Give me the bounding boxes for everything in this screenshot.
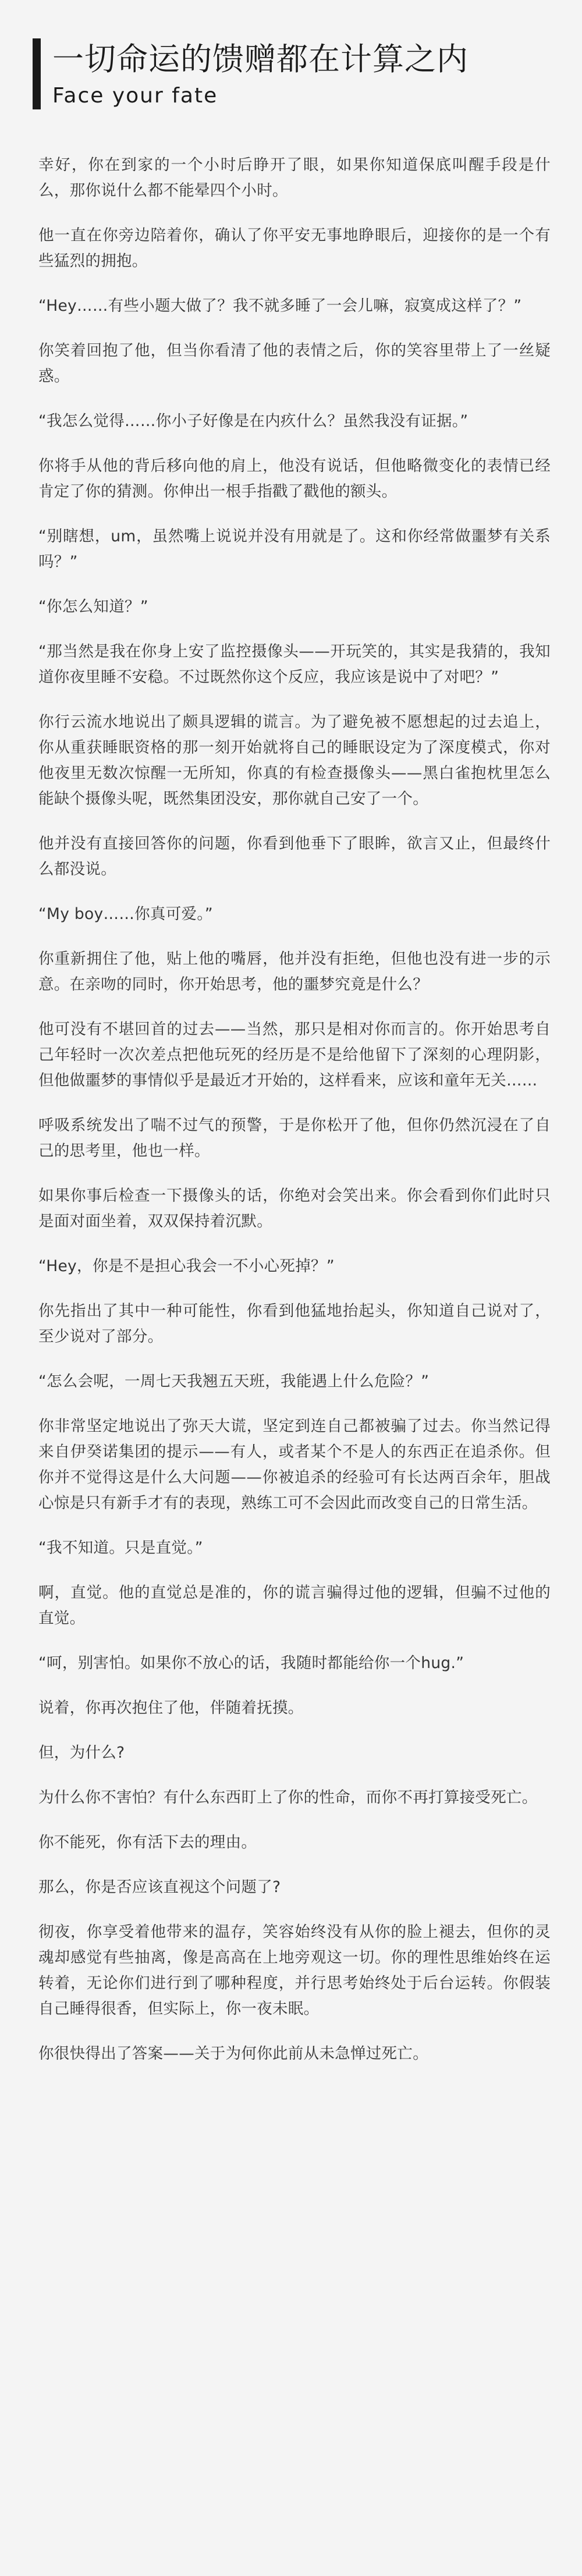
paragraph: 你很快得出了答案——关于为何你此前从未急惮过死亡。 [38, 2045, 428, 2063]
paragraph: 你笑着回抱了他，但当你看清了他的表情之后，你的笑容里带上了一丝疑惑。 [38, 342, 551, 385]
paragraph: “Hey……有些小题大做了？我不就多睡了一会儿嘛，寂寞成这样了？” [38, 297, 522, 315]
paragraph: “我怎么觉得……你小子好像是在内疚什么？虽然我没有证据。” [38, 412, 469, 430]
paragraph: 你将手从他的背后移向他的肩上，他没有说话，但他略微变化的表情已经肯定了你的猜测。你伸出一根手指戳了戳他的额头。 [38, 457, 551, 501]
paragraph: 说着，你再次抱住了他，伴随着抚摸。 [38, 1699, 304, 1717]
paragraph: 你先指出了其中一种可能性，你看到他猛地抬起头，你知道自己说对了，至少说对了部分。 [38, 1302, 551, 1346]
paragraph: 他可没有不堪回首的过去——当然，那只是相对你而言的。你开始思考自己年轻时一次次差点把他玩死的经历是不是给他留下了深刻的心理阴影，但他做噩梦的事情似乎是最近才开始的，这样看来，应该和童年无关…… [38, 1020, 551, 1090]
paragraph: “My boy……你真可爱。” [38, 905, 213, 923]
article-body [38, 152, 551, 2086]
title-block [52, 38, 469, 109]
page-title: 一切命运的馈赠都在计算之内 [52, 41, 469, 77]
title-accent-bar [33, 38, 41, 109]
paragraph: 为什么你不害怕？有什么东西盯上了你的性命，而你不再打算接受死亡。 [38, 1789, 538, 1807]
paragraph: 那么，你是否应该直视这个问题了? [38, 1878, 281, 1896]
paragraph: 你非常坚定地说出了弥天大谎，坚定到连自己都被骗了过去。你当然记得来自伊癸诺集团的提示——有人，或者某个不是人的东西正在追杀你。但你并不觉得这是什么大问题——你被追杀的经验可有长达两百余年，胆战心惊是只有新手才有的表现，熟练工可不会因此而改变自己的日常生活。 [38, 1417, 551, 1512]
paragraph: 但，为什么? [38, 1744, 125, 1762]
paragraph: “你怎么知道？” [38, 598, 148, 616]
paragraph: 你行云流水地说出了颇具逻辑的谎言。为了避免被不愿想起的过去追上，你从重获睡眠资格的那一刻开始就将自己的睡眠设定为了深度模式，你对他夜里无数次惊醒一无所知，你真的有检查摄像头——黑白雀抱枕里怎么能缺个摄像头呢，既然集团没安，那你就自己安了一个。 [38, 713, 551, 808]
paragraph: 啊，直觉。他的直觉总是准的，你的谎言骗得过他的逻辑，但骗不过他的直觉。 [38, 1584, 551, 1627]
paragraph: 如果你事后检查一下摄像头的话，你绝对会笑出来。你会看到你们此时只是面对面坐着，双双保持着沉默。 [38, 1187, 551, 1230]
page-subtitle: Face your fate [52, 84, 218, 108]
paragraph: 你不能死，你有活下去的理由。 [38, 1833, 257, 1851]
paragraph: “呵，别害怕。如果你不放心的话，我随时都能给你一个hug.” [38, 1654, 464, 1672]
paragraph: 幸好，你在到家的一个小时后睁开了眼，如果你知道保底叫醒手段是什么，那你说什么都不能晕四个小时。 [38, 156, 551, 200]
paragraph: 你重新拥住了他，贴上他的嘴唇，他并没有拒绝，但他也没有进一步的示意。在亲吻的同时，你开始思考，他的噩梦究竟是什么？ [38, 950, 551, 994]
paragraph: “怎么会呢，一周七天我翘五天班，我能遇上什么危险？” [38, 1372, 430, 1390]
paragraph: 呼吸系统发出了喘不过气的预警，于是你松开了他，但你仍然沉浸在了自己的思考里，他也一样。 [38, 1116, 551, 1160]
paragraph: “我不知道。只是直觉。” [38, 1539, 203, 1557]
paragraph: 彻夜，你享受着他带来的温存，笑容始终没有从你的脸上褪去，但你的灵魂却感觉有些抽离，像是高高在上地旁观这一切。你的理性思维始终在运转着，无论你们进行到了哪种程度，并行思考始终处于后台运转。你假装自己睡得很香，但实际上，你一夜未眠。 [38, 1923, 551, 2018]
paragraph: “Hey，你是不是担心我会一不小心死掉？” [38, 1257, 335, 1275]
article-header [33, 38, 469, 109]
paragraph: “那当然是我在你身上安了监控摄像头——开玩笑的，其实是我猜的，我知道你夜里睡不安稳。不过既然你这个反应，我应该是说中了对吧？” [38, 643, 551, 686]
paragraph: “别瞎想，um，虽然嘴上说说并没有用就是了。这和你经常做噩梦有关系吗？” [38, 527, 551, 571]
paragraph: 他并没有直接回答你的问题，你看到他垂下了眼眸，欲言又止，但最终什么都没说。 [38, 835, 551, 878]
paragraph: 他一直在你旁边陪着你，确认了你平安无事地睁眼后，迎接你的是一个有些猛烈的拥抱。 [38, 226, 551, 270]
